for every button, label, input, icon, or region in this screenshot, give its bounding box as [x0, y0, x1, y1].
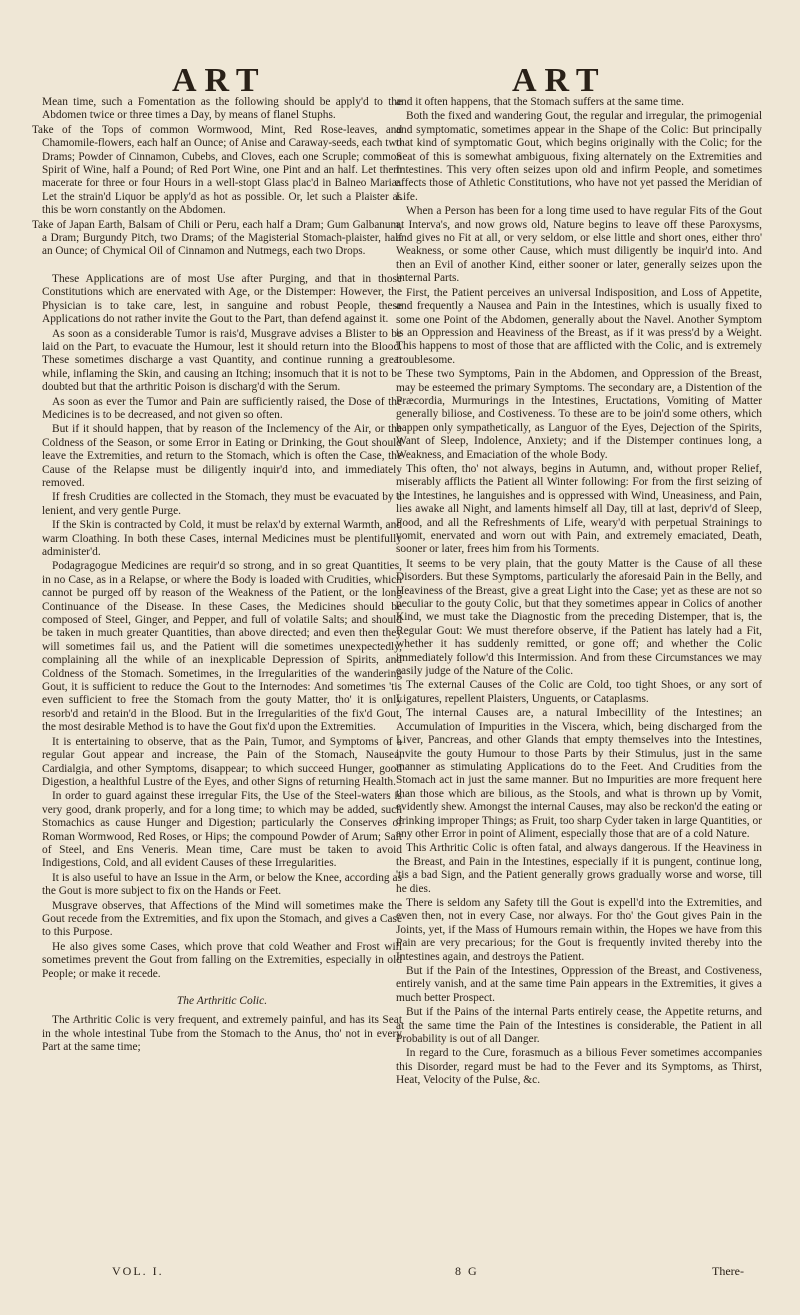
paragraph: It seems to be very plain, that the gouty Matter is the Cause of all these Disorders. But these Symptoms, particularly the aforesaid Pain in the Belly, and Heaviness of the Breast, give a great Light into the Case; yet as these are not so peculiar to the gouty Colic, but that they sometimes appear in Colics of another Kind, we must take the Diagnostic from the preceding Distemper, that is, the Regular Gout: We must therefore observe, if the Patient has lately had a Fit, whether it has suddenly remitted, or gone off; and whether the Colic immediately follow'd this Intermission. And from these Circumstances we may easily judge of the Nature of the Colic. [396, 557, 762, 678]
signature-mark: 8 G [455, 1264, 479, 1278]
recipe: Take of Japan Earth, Balsam of Chili or Peru, each half a Dram; Gum Galbanum, a Dram; Burgundy Pitch, two Drams; of the Magisterial Stomach-plaister, half an Ounce; of Chymical Oil of Cinnamon and Nutmegs, each two Drops. [32, 218, 402, 258]
paragraph: Podagragogue Medicines are requir'd so strong, and in so great Quantities, in no Case, as in a Relapse, or where the Body is loaded with Crudities, which cannot be purged off by reason of the Weakness of the Patient, or the long Continuance of the Disease. In these Cases, the Medicines should be composed of Steel, Ginger, and Pepper, and full of volatile Salts; and should be taken in much greater Quantities, than above directed; and even then they will sometimes fail us, and the Patient will die sometimes unexpectedly, complaining all the while of an inexplicable Depression of Spirits, and Coldness of the Stomach. Sometimes, in the Irregularities of the wandering Gout, it is sufficient to reduce the Gout to the Internodes: And sometimes 'tis even sufficient to free the Stomach from the gouty Matter, tho' it is only resorb'd and retain'd in the Blood. But in the Irregularities of the fix'd Gout, the most desirable Method is to have the Gout fix'd upon the Extremities. [42, 560, 402, 734]
paragraph: It is entertaining to observe, that as the Pain, Tumor, and Symptoms of a regular Gout appear and increase, the Pain of the Stomach, Nausea, Cardialgia, and other Symptoms, disappear; to which succeed Hunger, good Digestion, a healthful Lustre of the Eyes, and other Signs of returning Health. [42, 735, 402, 788]
paragraph: The Arthritic Colic is very frequent, and extremely painful, and has its Seat in the whole intestinal Tube from the Stomach to the Anus, tho' not in every Part at the same time; [42, 1014, 402, 1054]
paragraph: This Arthritic Colic is often fatal, and always dangerous. If the Heaviness in the Breast, and Pain in the Intestines, especially if it is pungent, continue long, 'tis a bad Sign, and the Patient generally grows gradually worse and worse, till he dies. [396, 842, 762, 895]
catchword: There- [712, 1264, 744, 1278]
paragraph: The internal Causes are, a natural Imbecillity of the Intestines; an Accumulation of Impurities in the Viscera, which, being discharged from the Liver, Pancreas, and other Glands that empty themselves into the Intestines, invite the gouty Humour to those Parts by their Stimulus, just in the same manner as stimulating Applications do to the Feet. And Crudities from the Stomach act in just the same manner. But no Impurities are more frequent here than those which are bilious, as the Stools, and what is thrown up by Vomit, evidently shew. Amongst the internal Causes, may also be reckon'd the eating or drinking improper Things; as Fruit, too sharp Cyder taken in large Quantities, or any other Error in point of Aliment, especially those that are of a cold Nature. [396, 707, 762, 840]
paragraph: As soon as a considerable Tumor is rais'd, Musgrave advises a Blister to be laid on the Part, to evacuate the Humour, lest it should return into the Blood. These sometimes discharge a vast Quantity, and continue running a great while, inflaming the Skin, and causing an Itching; insomuch that it is not to be doubted but that the arthritic Poison is discharg'd with the Serum. [42, 327, 402, 394]
paragraph: Mean time, such a Fomentation as the following should be apply'd to the Abdomen twice or three times a Day, by means of flanel Stuphs. [42, 96, 402, 122]
paragraph: In order to guard against these irregular Fits, the Use of the Steel-waters is very good, drank properly, and for a long time; to which may be added, such Stomachics as cause Hunger and Digestion; particularly the Conserves of Roman Wormwood, Red Roses, or Hips; the compound Powder of Arum; Salt of Steel, and Ens Veneris. Mean time, Care must be taken to avoid Indigestions, Cold, and all evident Causes of these Irregularities. [42, 790, 402, 870]
recipe: Take of the Tops of common Wormwood, Mint, Red Rose-leaves, and Chamomile-flowers, each half an Ounce; of Anise and Caraway-seeds, each two Drams; Powder of Cinnamon, Cubebs, and Cloves, each one Scruple; common Spirit of Wine, half a Pound; of Red Port Wine, one Pint and an half. Let them macerate for three or four Hours in a well-stopt Glass plac'd in Balneo Mariæ. Let the strain'd Liquor be apply'd as hot as possible. Or, let such a Plaister as this be worn constantly on the Abdomen. [32, 123, 402, 217]
right-column [396, 96, 762, 1089]
paragraph: But if the Pain of the Intestines, Oppression of the Breast, and Costiveness, entirely vanish, and at the same time Pain appears in the Extremities, it gives a much better Prospect. [396, 965, 762, 1004]
paragraph: These two Symptoms, Pain in the Abdomen, and Oppression of the Breast, may be esteemed the primary Symptoms. The secondary are, a Distention of the Præcordia, Murmurings in the Intestines, Eructations, Vomiting of Matter generally biliose, and Costiveness. To these are to be join'd some others, which happen only sympathetically, as Languor of the Eyes, Dejection of the Spirits, Want of Sleep, Indolence, Anxiety; and if the Distemper continues long, a Weakness, and Emaciation of the whole Body. [396, 368, 762, 461]
paragraph: It is also useful to have an Issue in the Arm, or below the Knee, according as the Gout is more subject to fix on the Hands or Feet. [42, 871, 402, 898]
paragraph: This often, tho' not always, begins in Autumn, and, without proper Relief, miserably afflicts the Patient all Winter following: For from the first seizing of the Intestines, he languishes and is oppressed with Wind, Uneasiness, and Pain, lies awake all Night, and laments himself all Day, till at last, depriv'd of Sleep, Food, and all the Refreshments of Life, weary'd with perpetual Strainings to vomit, enervated and worn out with Pain, and extremely emaciated, Death, sooner or later, frees him from his Torments. [396, 462, 762, 556]
paragraph: But if the Pains of the internal Parts entirely cease, the Appetite returns, and at the same time the Pain of the Intestines is considerable, the Patient in all Probability is out of all Danger. [396, 1006, 762, 1046]
volume-mark: VOL. I. [112, 1264, 164, 1278]
paragraph: Musgrave observes, that Affections of the Mind will sometimes make the Gout recede from the Extremities, and fix upon the Stomach, and gives a Case to this Purpose. [42, 899, 402, 939]
running-head-left: ART [172, 62, 267, 99]
paragraph: When a Person has been for a long time used to have regular Fits of the Gout at Interva's, and now grows old, Nature begins to leave off these Paroxysms, and gives no Fit at all, or very seldom, or else little and short ones, either thro' Weakness, or some other Cause, which must diligently be inquir'd into. And then an Evil of another Kind, either sooner or later, generally seizes upon the internal Parts. [396, 205, 762, 285]
paragraph: He also gives some Cases, which prove that cold Weather and Frost will sometimes prevent the Gout from falling on the Extremities, especially in old People; or make it recede. [42, 940, 402, 980]
paragraph: If the Skin is contracted by Cold, it must be relax'd by external Warmth, and warm Cloathing. In both these Cases, internal Medicines must be plentifully administer'd. [42, 519, 402, 558]
paragraph: First, the Patient perceives an universal Indisposition, and Loss of Appetite, and frequently a Nausea and Pain in the Intestines, which is usually fixed to some one Point of the Abdomen, generally about the Navel. Another Symptom is an Oppression and Heaviness of the Breast, as if it was press'd by a Weight. This happens to most of those that are afflicted with the Colic, and is extremely troublesome. [396, 286, 762, 366]
paragraph: If fresh Crudities are collected in the Stomach, they must be evacuated by a lenient, and very gentle Purge. [42, 491, 402, 517]
paragraph: These Applications are of most Use after Purging, and that in those Constitutions which are enervated with Age, or the Distemper: However, the Physician is to take care, lest, in sanguine and robust People, these Applications do not rather invite the Gout to the Part, than defend against it. [42, 272, 402, 326]
left-column [32, 96, 402, 1056]
section-title: The Arthritic Colic. [176, 995, 268, 1007]
paragraph: There is seldom any Safety till the Gout is expell'd into the Extremities, and even then, not in every Case, nor always. For tho' the Gout gives Pain in the Joints, yet, if the Mass of Humours remain within, the Hopes we have from this Pain are very precarious; for the Gout is frequently invited thereby into the Intestines again, and destroys the Patient. [396, 896, 762, 963]
paragraph: As soon as ever the Tumor and Pain are sufficiently raised, the Dose of the Medicines is to be decreased, and not given so often. [42, 395, 402, 421]
paragraph: and it often happens, that the Stomach suffers at the same time. [396, 96, 684, 108]
running-head-right: ART [512, 62, 607, 99]
paragraph: But if it should happen, that by reason of the Inclemency of the Air, or the Coldness of the Season, or some Error in Eating or Drinking, the Gout should leave the Extremities, and return to the Stomach, which is often the Case, the Cause of the Relapse must be diligently inquir'd into, and immediately removed. [42, 423, 402, 489]
paragraph: Both the fixed and wandering Gout, the regular and irregular, the primogenial and symptomatic, sometimes appear in the Shape of the Colic: But principally that kind of symptomatic Gout, which begins originally with the Colic; for the Seat of this is somewhat ambiguous, fixing alternately on the Extremities and Intestines. This very often seizes upon old and infirm People, and sometimes affects those of Athletic Constitutions, who have not yet passed the Meridian of Life. [396, 110, 762, 203]
paragraph: The external Causes of the Colic are Cold, too tight Shoes, or any sort of Ligatures, repellent Plaisters, Unguents, or Cataplasms. [396, 679, 762, 705]
paragraph: In regard to the Cure, forasmuch as a bilious Fever sometimes accompanies this Disorder, regard must be had to the Fever and its Symptoms, as Thirst, Heat, Velocity of the Pulse, &c. [396, 1047, 762, 1087]
